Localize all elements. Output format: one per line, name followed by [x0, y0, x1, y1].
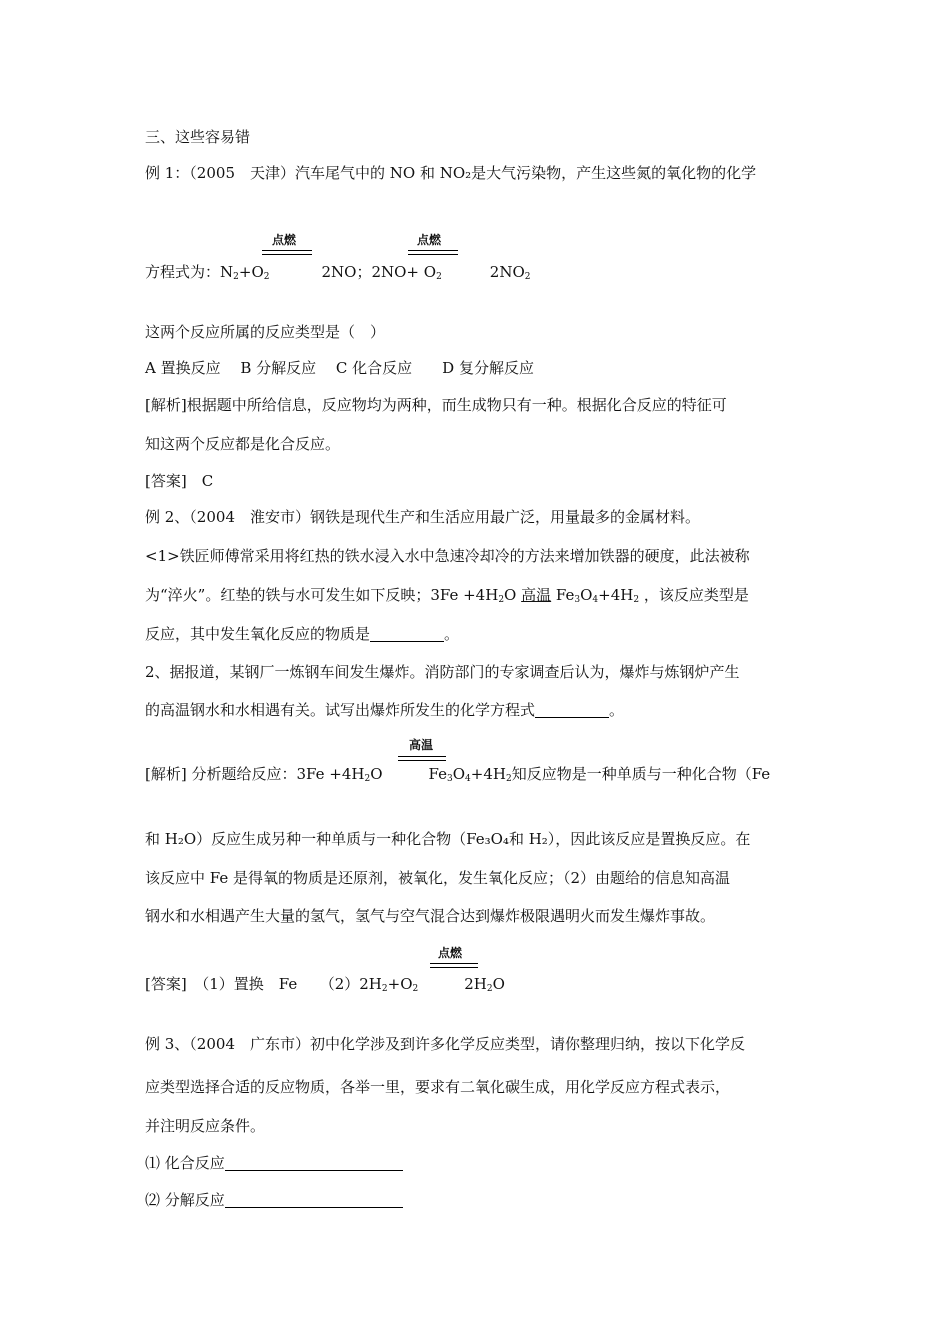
decomposition-reaction-blank[interactable] — [225, 1193, 403, 1208]
ex1-question-line1: 例 1：（2005 天津）汽车尾气中的 NO 和 NO₂是大气污染物，产生这些氮的氧化物的化学 — [145, 164, 757, 182]
reaction-equals-4 — [430, 963, 478, 968]
reaction-equals-1 — [262, 250, 312, 255]
ignite-condition-1: 点燃 — [272, 233, 297, 247]
ex1-options: A 置换反应 B 分解反应 C 化合反应 D 复分解反应 — [145, 359, 534, 377]
ex2-question-line5: 2、据报道，某钢厂一炼钢车间发生爆炸。消防部门的专家调查后认为，爆炸与炼钢炉产生 — [145, 663, 740, 681]
ex1-answer: [答案] C — [145, 472, 214, 490]
ex2-analysis-line4: 钢水和水相遇产生大量的氢气，氢气与空气混合达到爆炸极限遇明火而发生爆炸事故。 — [145, 907, 716, 925]
ex2-answer: [答案] （1）置换 Fe $(2)2H_2+O_2$ $2H_2O$ — [145, 975, 505, 994]
ex3-item-combination: ⑴ 化合反应 — [145, 1153, 403, 1173]
reaction-equals-3 — [398, 756, 446, 761]
ignite-condition-2: 点燃 — [417, 233, 442, 247]
ex2-analysis-line2: 和 H₂O）反应生成另种一种单质与一种化合物（Fe₃O₄和 H₂），因此该反应是置换反应。在 — [145, 830, 751, 848]
ignite-condition-3: 点燃 — [438, 946, 463, 960]
ex3-question-line3: 并注明反应条件。 — [145, 1117, 266, 1135]
ex2-question-line4: 反应，其中发生氧化反应的物质是 。 — [145, 625, 460, 643]
combination-reaction-blank[interactable] — [225, 1156, 403, 1171]
ex2-analysis-line3: 该反应中 Fe 是得氧的物质是还原剂，被氧化，发生氧化反应；（2）由题给的信息知高温 — [145, 869, 731, 887]
ex1-question: 这两个反应所属的反应类型是（ ） — [145, 323, 386, 341]
ex1-equation-line: 方程式为：$N_2+O_2$ 2NO；$2NO+ O_2$ $2NO_2$ — [145, 263, 531, 282]
ex3-question-line1: 例 3、（2004 广东市）初中化学涉及到许多化学反应类型，请你整理归纳，按以下化学反 — [145, 1035, 745, 1053]
section-title: 三、这些容易错 — [145, 128, 251, 146]
explosion-equation-blank[interactable] — [535, 703, 609, 718]
ex2-question-line1: 例 2、（2004 淮安市）钢铁是现代生产和生活应用最广泛，用量最多的金属材料。 — [145, 508, 700, 526]
ex2-question-line2: <1>铁匠师傅常采用将红热的铁水浸入水中急速冷却冷的方法来增加铁器的硬度，此法被称 — [145, 547, 750, 565]
ex1-analysis-line2: 知这两个反应都是化合反应。 — [145, 435, 341, 453]
ex1-analysis-line1: [解析]根据题中所给信息，反应物均为两种，而生成物只有一种。根据化合反应的特征可 — [145, 396, 727, 414]
oxidized-substance-blank[interactable] — [370, 627, 444, 642]
high-temp-condition: 高温 — [409, 738, 434, 752]
reaction-equals-2 — [408, 250, 458, 255]
ex2-question-line3: 为“淬火”。红垫的铁与水可发生如下反映；$3Fe +4H_2O$ 高温 $Fe_3O_4+4H_2$ ，该反应类型是 — [145, 586, 749, 605]
ex2-analysis-line1: [解析] 分析题给反应：$3Fe +4H_2O$ $Fe_3O_4+4H_2$知反应物是一种单质与一种化合物（Fe — [145, 765, 771, 784]
ex2-question-line6: 的高温钢水和水相遇有关。试写出爆炸所发生的化学方程式 。 — [145, 701, 625, 719]
ex3-question-line2: 应类型选择合适的反应物质，各举一里，要求有二氧化碳生成，用化学反应方程式表示， — [145, 1078, 731, 1096]
ex3-item-decomposition: ⑵ 分解反应 — [145, 1190, 403, 1210]
